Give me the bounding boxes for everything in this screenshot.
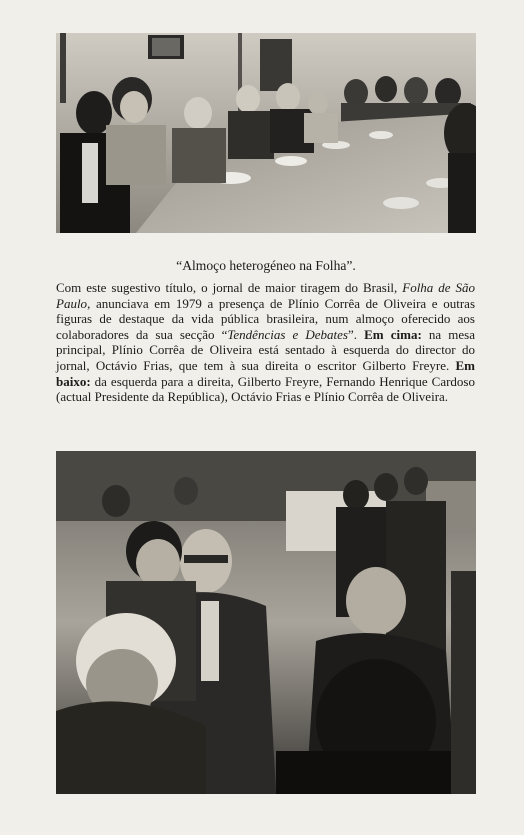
- top-photo-image: [56, 33, 476, 233]
- caption-text: ”.: [348, 326, 365, 342]
- caption-text: , anunciava em 1979 a presença de Plínio Corrêa de Oliveira e outras figuras de destaque da vida pública brasileira, num almoço oferecido aos colaboradores da sua secção “: [56, 295, 475, 342]
- bottom-photo: [56, 451, 476, 794]
- caption-text: Com este sugestivo título, o jornal de maior tiragem do Brasil,: [56, 280, 403, 295]
- caption-newspaper-name: Folha de São Paulo: [56, 280, 475, 311]
- caption-body: [56, 280, 475, 405]
- caption-section-name: Tendências e Debates: [227, 326, 348, 342]
- caption-bottom-label: Em baixo:: [56, 357, 475, 389]
- caption-heading: “Almoço heterogéneo na Folha”.: [176, 258, 356, 273]
- caption-text: da esquerda para a direita, Gilberto Freyre, Fernando Henrique Cardoso (actual Presidente da República), Octávio Frias e Plínio Corrêa de Oliveira.: [56, 373, 475, 405]
- top-photo: [56, 33, 476, 233]
- caption-top-label: Em cima:: [364, 326, 422, 342]
- caption-text: na mesa principal, Plínio Corrêa de Oliveira está sentado à esquerda do director do jornal, Octávio Frias, que tem à sua direita o escritor Gilberto Freyre.: [56, 326, 476, 373]
- bottom-photo-image: [56, 451, 476, 794]
